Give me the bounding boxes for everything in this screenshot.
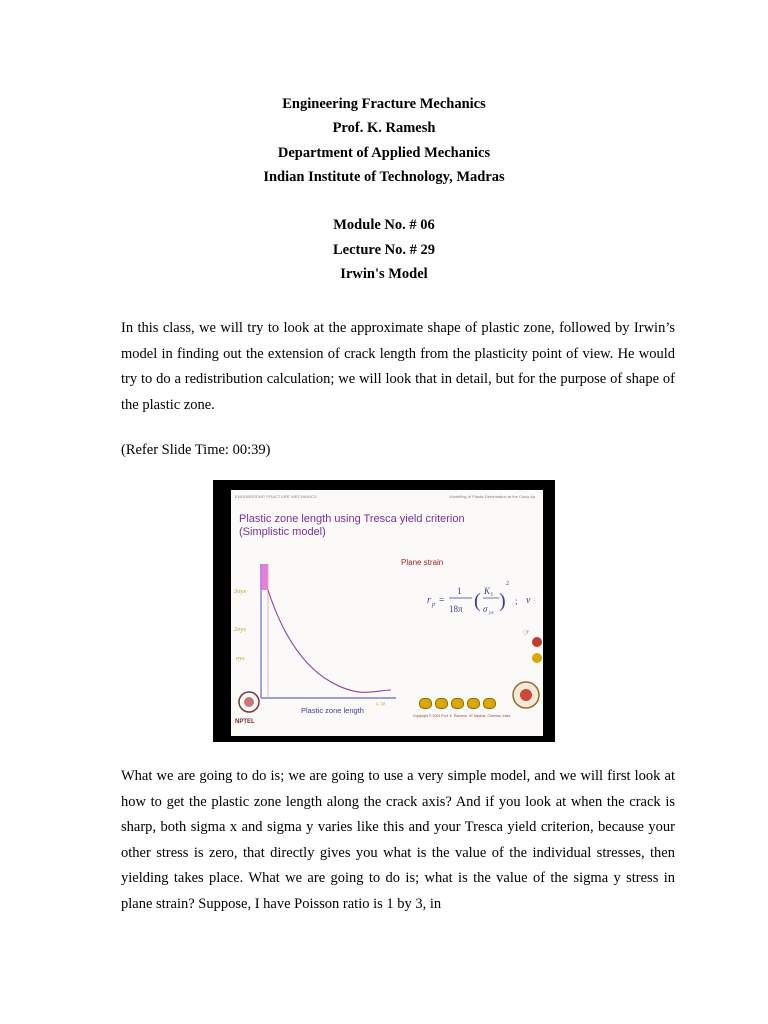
professor-name: Prof. K. Ramesh <box>332 120 436 137</box>
y-tick-3sigma: 3σys <box>234 588 246 595</box>
svg-text:σ: σ <box>483 604 488 614</box>
svg-text:2: 2 <box>506 581 509 587</box>
slide-content <box>231 490 543 736</box>
svg-text:=: = <box>439 595 445 606</box>
slide-copyright: Copyright © 2004 Prof. K. Ramesh, IIT Madras, Chennai, India <box>413 714 511 718</box>
institute-name: Indian Institute of Technology, Madras <box>263 168 505 185</box>
slide-title-line2: (Simplistic model) <box>239 526 326 538</box>
svg-text:18π: 18π <box>449 604 463 614</box>
body-paragraph: What we are going to do is; we are going to use a very simple model, and we will first look at how to get the plastic zone length along the crack axis? And if you look at when the crack is sharp, both sigma x and sigma y varies like this and your Tresca yield criterion, because your other stress is zero, that directly gives you what is the value of the individual stresses, then yielding takes place. What we are going to do is; what is the value of the sigma y stress in plane strain? Suppose, I have Poisson ratio is 1 by 3, in <box>121 768 675 912</box>
svg-text:(: ( <box>474 590 481 612</box>
slide-section-label: Modelling of Plastic Deformation at the Crack-tip <box>449 494 535 499</box>
x-axis-variable: x, rp <box>376 702 386 707</box>
svg-text:1: 1 <box>457 586 462 596</box>
intro-paragraph: In this class, we will try to look at the approximate shape of plastic zone, followed by Irwin’s model in finding out the extension of crack length from the plasticity point of view. He would try to do a redistribution calculation; we will look that in detail, but for the purpose of shape of the plastic zone. <box>121 320 675 413</box>
lecture-number: Lecture No. # 29 <box>332 241 436 258</box>
course-title: Engineering Fracture Mechanics <box>282 96 486 112</box>
first-slide-button[interactable] <box>419 698 432 709</box>
svg-text:ν: ν <box>526 595 531 606</box>
svg-text:K: K <box>484 586 491 596</box>
svg-text:ys: ys <box>489 610 494 616</box>
nptel-logo-label: NPTEL <box>235 719 255 725</box>
stress-plot <box>231 490 543 736</box>
plastic-zone-formula <box>427 581 540 616</box>
slide-player-controls <box>419 697 496 709</box>
svg-text:I: I <box>491 592 493 598</box>
department-name: Department of Applied Mechanics <box>277 144 491 161</box>
document-header <box>0 92 768 286</box>
play-icon <box>532 653 542 663</box>
plastic-region-fill <box>261 564 268 590</box>
y-tick-sigma: σys <box>236 655 245 662</box>
next-slide-button[interactable] <box>467 698 480 709</box>
poisson-ratio-value <box>535 585 543 615</box>
svg-text:;: ; <box>515 596 518 606</box>
pause-slide-button[interactable] <box>451 698 464 709</box>
last-slide-button[interactable] <box>483 698 496 709</box>
lecture-topic: Irwin's Model <box>340 266 428 283</box>
hand-cursor-icon: ☞ <box>523 628 531 637</box>
nptel-logo-center <box>244 697 254 707</box>
slide-title-line1: Plastic zone length using Tresca yield criterion <box>239 513 465 525</box>
pause-icon <box>532 637 542 647</box>
iit-logo-center <box>520 689 532 701</box>
lecture-slide <box>213 480 555 742</box>
svg-text:): ) <box>499 590 506 612</box>
plane-strain-label: Plane strain <box>401 558 444 567</box>
svg-text:r: r <box>427 595 431 606</box>
slide-course-label: ENGINEERING FRACTURE MECHANICS <box>235 494 318 499</box>
svg-text:p: p <box>432 602 435 608</box>
x-axis-label: Plastic zone length <box>301 706 364 715</box>
stress-curve <box>268 590 391 692</box>
y-tick-2sigma: 2σys <box>234 626 246 633</box>
module-number: Module No. # 06 <box>333 217 435 234</box>
header-spacer <box>0 189 768 213</box>
previous-slide-button[interactable] <box>435 698 448 709</box>
refer-slide-time: (Refer Slide Time: 00:39) <box>121 442 271 458</box>
